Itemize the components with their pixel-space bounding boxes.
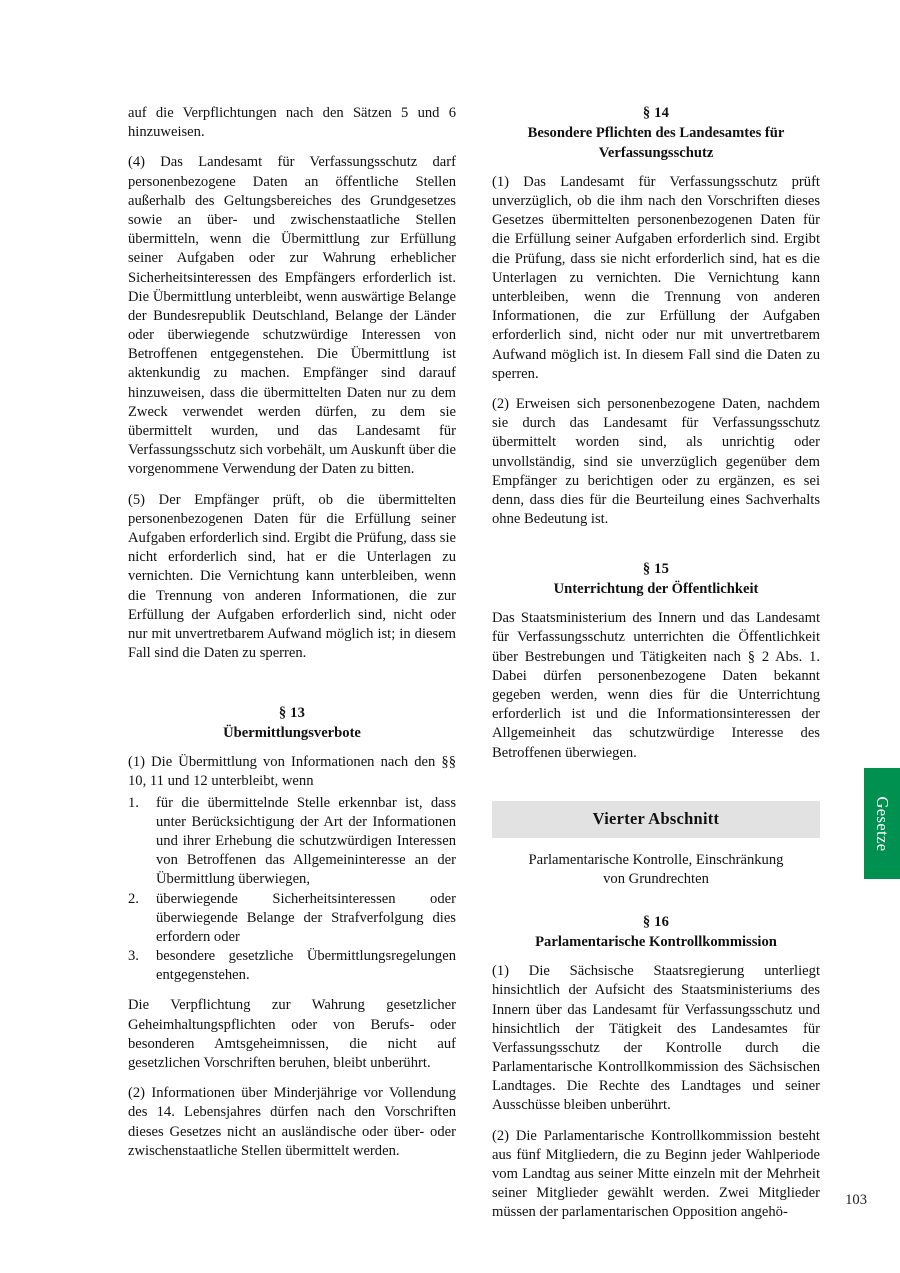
section-16-number: § 16 (642, 914, 670, 931)
section-gap (128, 674, 456, 704)
section-14-number: § 14 (642, 105, 670, 121)
section-13-paragraph-1-closing: Die Verpflichtung zur Wahrung gesetzlicher Geheimhaltungspflichten oder von Berufs- oder besonderen Amtsgeheimnissen, die nicht auf gesetzlichen Vorschriften beruhen, bleibt unberührt. (128, 997, 456, 1071)
side-thumb-tab-label: Gesetze (873, 795, 892, 852)
paragraph-5: (5) Der Empfänger prüft, ob die übermittelten personenbezogenen Daten für die Erfüllung seiner Aufgaben erforderlich sind. Ergibt die Prüfung, dass sie nicht erforderlich sind, hat er die Unterlagen zu vernichten. Die Vernichtung kann unterbleiben, wenn die Trennung von anderen Informationen, die zur Erfüllung der Aufgaben erforderlich sind, nicht oder nur mit unvertretbarem Aufwand möglich ist; in diesem Fall sind die Daten zu sperren. (128, 491, 456, 662)
abschnitt-subtitle (492, 851, 820, 890)
section-gap (492, 540, 820, 560)
page-number: 103 (845, 1192, 867, 1208)
section-14-heading (492, 104, 820, 163)
section-14-title-line-1: Besondere Pflichten des Landesamtes für (527, 124, 785, 141)
right-column (492, 104, 820, 1223)
abschnitt-banner (492, 801, 820, 838)
section-16-title: Parlamentarische Kontrollkommission (535, 934, 777, 951)
section-15-paragraph: Das Staatsministerium des Innern und das Landesamt für Verfassungsschutz unterrichten die Öffentlichkeit über Bestrebungen und Tätigkeiten nach § 2 Abs. 1. Dabei dürfen personenbezogene Daten bekannt gegeben werden, wenn dies für die Unterrichtung erforderlich ist und die Informationsinteressen der Allgemeinheit das schutzwürdige Interesse des Betroffenen überwiegen. (492, 610, 820, 761)
abschnitt-subtitle-line-1: Parlamentarische Kontrolle, Einschränkung (528, 851, 784, 868)
list-item-marker: 2. (128, 890, 139, 907)
section-14-title-line-2: Verfassungsschutz (598, 144, 714, 161)
list-item-text: überwiegende Sicherheitsinteressen oder überwiegende Belange der Strafverfolgung dies erfordern oder (156, 890, 456, 945)
list-item (128, 947, 456, 985)
list-item-marker: 3. (128, 948, 139, 965)
section-15-title: Unterrichtung der Öffentlichkeit (553, 581, 759, 598)
left-column (128, 104, 456, 1161)
abschnitt-title: Vierter Abschnitt (592, 808, 720, 828)
section-14-paragraph-2: (2) Erweisen sich personenbezogene Daten, nachdem sie durch das Landesamt für Verfassungsschutz übermittelt worden sind, als unrichtig oder unvollständig, sind sie unverzüglich gegenüber dem Empfänger zu berichtigen oder zu ergänzen, es sei denn, dass dies für die Beurteilung eines Sachverhalts ohne Bedeutung ist. (492, 395, 820, 528)
section-14-paragraph-1: (1) Das Landesamt für Verfassungsschutz prüft unverzüglich, ob die ihm nach den Vorschriften dieses Gesetzes übermittelten personenbezogenen Daten für die Erfüllung seiner Aufgaben erforderlich sind. Ergibt die Prüfung, dass sie nicht erforderlich sind, hat es die Unterlagen zu vernichten. Die Vernichtung kann unterbleiben, wenn die Trennung von anderen Informationen, die zur Erfüllung der Aufgaben erforderlich sind, nicht oder nur mit unvertretbarem Aufwand möglich ist. In diesem Fall sind die Daten zu sperren. (492, 173, 820, 382)
section-16-paragraph-2: (2) Die Parlamentarische Kontrollkommission besteht aus fünf Mitgliedern, die zu Beginn jeder Wahlperiode vom Landtag aus seiner Mitte einzeln mit der Mehrheit seiner Mitglieder gewählt werden. Zwei Mitglieder müssen der parlamentarischen Opposition angehö- (492, 1127, 820, 1221)
section-13-item-list (128, 794, 456, 986)
section-13-paragraph-1-intro: (1) Die Übermittlung von Informationen nach den §§ 10, 11 und 12 unterbleibt, wenn (128, 754, 456, 790)
text-columns (128, 104, 820, 1221)
section-13-title: Übermittlungsverbote (223, 725, 361, 742)
section-13-paragraph-2: (2) Informationen über Minderjährige vor Vollendung des 14. Lebensjahres dürfen nach den Vorschriften dieses Gesetzes nicht an ausländische oder über- oder zwischenstaatliche Stellen übermittelt werden. (128, 1085, 456, 1159)
side-thumb-tab (864, 768, 900, 879)
section-16-paragraph-1: (1) Die Sächsische Staatsregierung unterliegt hinsichtlich der Aufsicht des Staatsministeriums des Innern über das Landesamt für Verfassungsschutz und hinsichtlich der Tätigkeit des Landesamtes für Verfassungsschutz der Kontrolle durch die Parlamentarische Kontrollkommission des Sächsischen Landtages. Die Rechte des Landtages und seiner Ausschüsse bleiben unberührt. (492, 963, 820, 1114)
section-13-number: § 13 (278, 705, 306, 722)
continued-paragraph: auf die Verpflichtungen nach den Sätzen 5 und 6 hinzuweisen. (128, 105, 456, 141)
paragraph-4: (4) Das Landesamt für Verfassungsschutz darf personenbezogene Daten an öffentliche Stellen außerhalb des Geltungsbereiches des Grundgesetzes sowie an über- und zwischenstaatliche Stellen übermitteln, wenn die Übermittlung zur Erfüllung seiner Aufgaben oder zur Wahrung erheblicher Sicherheitsinteressen des Empfängers erforderlich ist. Die Übermittlung unterbleibt, wenn auswärtige Belange der Bundesrepublik Deutschland, Belange der Länder oder überwiegende schutzwürdige Interessen von Betroffenen entgegenstehen. Die Übermittlung ist aktenkundig zu machen. Empfänger sind darauf hinzuweisen, dass die übermittelten Daten nur zu dem Zweck verwendet werden dürfen, zu dem sie übermittelt wurden, und das Landesamt für Verfassungsschutz sich vorbehält, um Auskunft über die vorgenommene Verwendung der Daten zu bitten. (128, 154, 456, 478)
section-16-heading (492, 913, 820, 952)
list-item-text: besondere gesetzliche Übermittlungsregelungen entgegenstehen. (156, 948, 456, 984)
list-item (128, 890, 456, 948)
abschnitt-subtitle-line-2: von Grundrechten (603, 870, 709, 887)
list-item-text: für die übermittelnde Stelle erkennbar ist, dass unter Berücksichtigung der Art der Informationen und ihrer Erhebung die schutzwürdigen Interessen von Betroffenen das Allgemeininteresse an der Übermittlung überwiegen, (156, 794, 456, 888)
list-item-marker: 1. (128, 794, 139, 811)
list-item (128, 794, 456, 890)
section-15-heading (492, 560, 820, 599)
section-gap (492, 774, 820, 783)
section-13-heading (128, 704, 456, 743)
section-15-number: § 15 (642, 561, 670, 578)
